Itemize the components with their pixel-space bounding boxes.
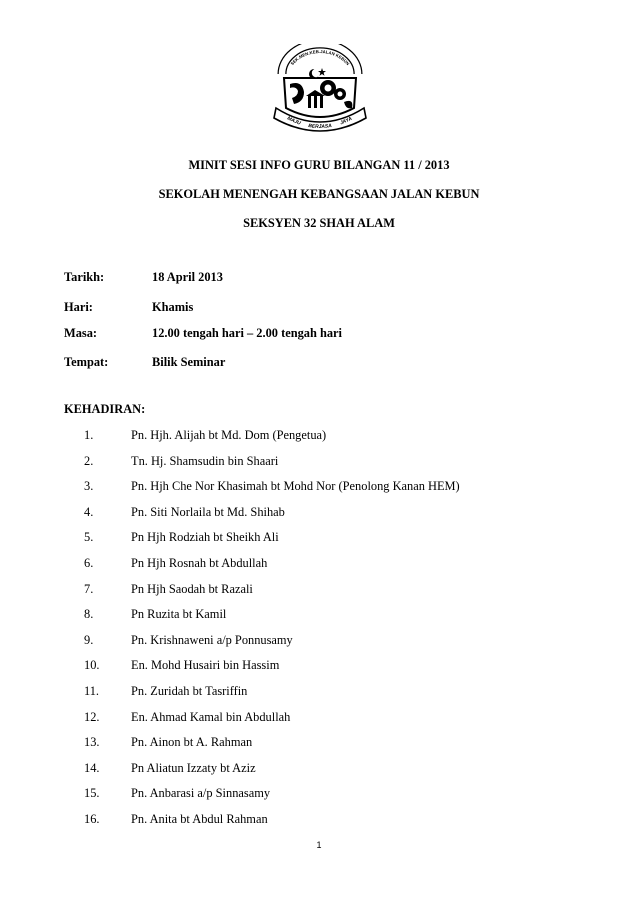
attendance-number: 5. bbox=[84, 530, 94, 545]
attendee-name: Pn. Hjh Che Nor Khasimah bt Mohd Nor (Penolong Kanan HEM) bbox=[131, 479, 460, 494]
date-label: Tarikh: bbox=[64, 270, 105, 284]
attendance-item bbox=[0, 428, 638, 454]
attendee-name: En. Mohd Husairi bin Hassim bbox=[131, 658, 280, 673]
attendance-number: 4. bbox=[84, 504, 94, 519]
attendee-name: Pn. Anita bt Abdul Rahman bbox=[131, 811, 268, 826]
logo-motto-maju: MAJU bbox=[286, 115, 302, 127]
attendance-item bbox=[0, 658, 638, 684]
page-number: 1 bbox=[316, 840, 322, 850]
attendee-name: Pn. Hjh. Alijah bt Md. Dom (Pengetua) bbox=[131, 428, 327, 442]
attendance-item bbox=[0, 607, 638, 633]
attendance-number: 2. bbox=[84, 453, 94, 468]
attendee-name: Pn Hjh Saodah bt Razali bbox=[131, 581, 253, 596]
time-label: Masa: bbox=[64, 326, 98, 340]
attendance-item bbox=[0, 479, 638, 505]
attendance-list bbox=[0, 428, 638, 838]
attendance-item bbox=[0, 786, 638, 812]
attendance-heading: KEHADIRAN: bbox=[64, 402, 146, 416]
attendance-number: 16. bbox=[84, 811, 100, 826]
attendee-name: Pn Hjh Rosnah bt Abdullah bbox=[131, 555, 268, 570]
attendee-name: Pn Ruzita bt Kamil bbox=[131, 607, 227, 622]
school-location: SEKSYEN 32 SHAH ALAM bbox=[243, 216, 395, 230]
attendee-name: Pn Aliatun Izzaty bt Aziz bbox=[131, 760, 256, 775]
time-value: 12.00 tengah hari – 2.00 tengah hari bbox=[152, 326, 342, 340]
attendance-item bbox=[0, 454, 638, 480]
day-value: Khamis bbox=[152, 300, 194, 314]
attendance-number: 10. bbox=[84, 658, 100, 673]
attendee-name: En. Ahmad Kamal bin Abdullah bbox=[131, 709, 291, 724]
attendee-name: Pn Hjh Rodziah bt Sheikh Ali bbox=[131, 530, 279, 545]
attendance-item bbox=[0, 556, 638, 582]
attendance-number: 8. bbox=[84, 607, 94, 622]
attendance-number: 6. bbox=[84, 555, 94, 570]
attendance-item bbox=[0, 530, 638, 556]
attendance-item bbox=[0, 812, 638, 838]
place-label: Tempat: bbox=[64, 355, 109, 369]
attendance-item bbox=[0, 684, 638, 710]
school-crest-logo bbox=[268, 44, 372, 142]
attendance-number: 12. bbox=[84, 709, 100, 724]
document-title: MINIT SESI INFO GURU BILANGAN 11 / 2013 bbox=[188, 158, 450, 172]
attendance-number: 11. bbox=[84, 683, 100, 698]
attendance-number: 3. bbox=[84, 479, 94, 494]
attendee-name: Pn. Zuridah bt Tasriffin bbox=[131, 683, 248, 698]
attendance-item bbox=[0, 710, 638, 736]
school-name: SEKOLAH MENENGAH KEBANGSAAN JALAN KEBUN bbox=[158, 187, 480, 201]
attendance-item bbox=[0, 633, 638, 659]
date-value: 18 April 2013 bbox=[152, 270, 223, 284]
attendance-number: 1. bbox=[84, 428, 94, 442]
logo-ring-text: SEK.MEN.KEB.JALAN KEBUN bbox=[289, 49, 351, 67]
place-value: Bilik Seminar bbox=[152, 355, 226, 369]
attendance-number: 13. bbox=[84, 735, 100, 750]
attendance-item bbox=[0, 505, 638, 531]
attendance-item bbox=[0, 582, 638, 608]
logo-motto-berjasa: BERJASA bbox=[307, 122, 333, 131]
attendee-name: Tn. Hj. Shamsudin bin Shaari bbox=[131, 453, 279, 468]
logo-motto-jaya: JAYA bbox=[339, 115, 354, 127]
attendee-name: Pn. Ainon bt A. Rahman bbox=[131, 735, 253, 750]
attendee-name: Pn. Siti Norlaila bt Md. Shihab bbox=[131, 504, 285, 519]
attendance-number: 14. bbox=[84, 760, 100, 775]
attendance-number: 7. bbox=[84, 581, 94, 596]
attendance-item bbox=[0, 761, 638, 787]
attendance-item bbox=[0, 735, 638, 761]
attendance-number: 15. bbox=[84, 786, 100, 801]
attendee-name: Pn. Krishnaweni a/p Ponnusamy bbox=[131, 632, 293, 647]
attendance-number: 9. bbox=[84, 632, 94, 647]
attendee-name: Pn. Anbarasi a/p Sinnasamy bbox=[131, 786, 271, 801]
day-label: Hari: bbox=[64, 300, 93, 314]
